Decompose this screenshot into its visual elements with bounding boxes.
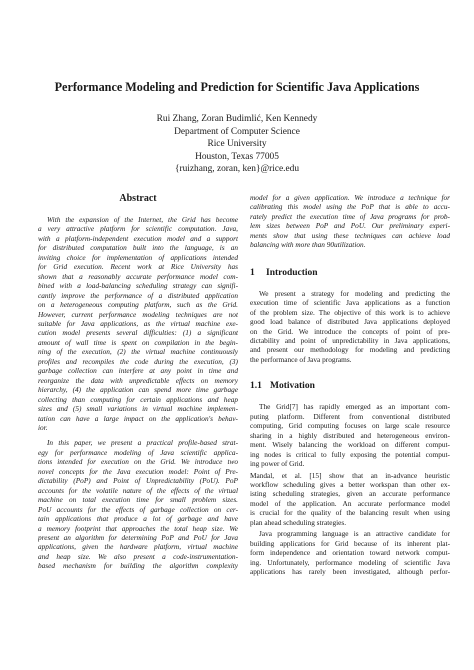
text-line: tions intended for execution on the Grid. We introduce two bbox=[38, 457, 238, 467]
text-line: present an algorithm for determining PoP and PoU for Java bbox=[38, 532, 238, 542]
text-line: rately predict the execution time of Java programs for prob- bbox=[250, 211, 450, 221]
text-line: ing power of Grid. bbox=[250, 459, 305, 469]
text-line: Java programming language is an attractive candidate for bbox=[259, 529, 450, 539]
text-line: ment. Wisely balancing the workload on different comput- bbox=[250, 440, 450, 450]
text-line: egy for performance modeling of Java scientific applica- bbox=[38, 447, 238, 457]
abstract-paragraph-2 bbox=[38, 438, 238, 570]
text-line: on a heterogeneous computing platform, such as the Grid. bbox=[38, 300, 238, 310]
text-line: building applications for Grid because of its inherent plat- bbox=[250, 538, 450, 548]
text-line: of the problem size. The objective of this work is to achieve bbox=[250, 307, 450, 317]
text-line: tation can have a large impact on the application's behav- bbox=[38, 413, 238, 423]
text-line: on the Grid. We introduce the concepts of point of pre- bbox=[250, 326, 450, 336]
subsection-title: Motivation bbox=[270, 381, 315, 392]
text-line: reorganize the data with unpredictable effects on memory bbox=[38, 375, 238, 385]
subsection-number: 1.1 bbox=[250, 381, 262, 392]
text-line: garbage collection can interfere at any point in time and bbox=[38, 366, 238, 376]
text-line: form independence and orientation toward network comput- bbox=[250, 548, 450, 558]
text-line: puting platform. Different from conventional distributed bbox=[250, 411, 450, 421]
text-line: workflow scheduling gives a better workspan than other ex- bbox=[250, 479, 450, 489]
text-line: for Grid execution. Recent work at Rice University has bbox=[38, 262, 238, 272]
text-line: profiles and recompiles the code during the execution, (3) bbox=[38, 356, 238, 366]
text-line: We present a strategy for modeling and predicting the bbox=[259, 288, 450, 298]
introduction-paragraph bbox=[250, 289, 450, 365]
text-line: ning of the execution, (2) the virtual machine continuously bbox=[38, 347, 238, 357]
text-line: calibrating this model using the PoP that is able to accu- bbox=[250, 202, 450, 212]
text-line: for distributed computation built into the language, is an bbox=[38, 243, 238, 253]
abstract-paragraph-1 bbox=[38, 215, 238, 432]
text-line: and present our methodology for modeling and predicting bbox=[250, 345, 450, 355]
text-line: PoU accounts for the effects of garbage collection on cer- bbox=[38, 504, 238, 514]
section-introduction-heading bbox=[250, 267, 450, 279]
text-line: dictability (PoP) and Point of Unpredictability (PoU). PoP bbox=[38, 476, 238, 486]
text-line: suitable for Java applications, as the virtual machine exe- bbox=[38, 318, 238, 328]
text-line: Mandal, et al. [15] show that an in-advance heuristic bbox=[250, 470, 450, 480]
author-block bbox=[0, 113, 474, 176]
text-line: bined with a load-balancing scheduling strategy can signifi- bbox=[38, 281, 238, 291]
text-line: ing nodes is critical to fully exposing the potential comput- bbox=[250, 449, 450, 459]
text-line: novel concepts for the Java execution model: Point of Pre- bbox=[38, 466, 238, 476]
text-line: cantly improve the performance of a distributed application bbox=[38, 290, 238, 300]
text-line: amount of wall time is spent on compilation in the begin- bbox=[38, 337, 238, 347]
text-line: model of the application. An accurate performance model bbox=[250, 498, 450, 508]
text-line: ing. Unfortunately, performance modeling of scientific Java bbox=[250, 557, 450, 567]
text-line: inviting choice for implementation of applications intended bbox=[38, 252, 238, 262]
text-line: However, current performance modeling techniques are not bbox=[38, 309, 238, 319]
text-line: and heap size. We also present a code-instrumentation- bbox=[38, 551, 238, 561]
text-line: With the expansion of the Internet, the Grid has become bbox=[47, 215, 238, 224]
author-names: Rui Zhang, Zoran Budimlić, Ken Kennedy bbox=[156, 114, 318, 124]
motivation-paragraph-1 bbox=[250, 402, 450, 468]
author-university: Rice University bbox=[207, 139, 267, 150]
text-line: computing, Grid computing focuses on large scale resource bbox=[250, 421, 450, 431]
text-line: sizes and (5) small variations in virtual machine implemen- bbox=[38, 404, 238, 414]
right-column bbox=[250, 193, 450, 577]
section-title: Introduction bbox=[266, 267, 318, 278]
left-column bbox=[38, 192, 238, 571]
text-line: shown that a reasonably accurate performance model com- bbox=[38, 271, 238, 281]
text-line: applications has rarely been investigated, although perfor- bbox=[250, 567, 450, 577]
subsection-motivation-heading bbox=[250, 380, 450, 392]
text-line: accounts for the volatile nature of the effects of the virtual bbox=[38, 485, 238, 495]
author-email: {ruizhang, zoran, ken}@rice.edu bbox=[174, 164, 300, 175]
text-line: sharing in a highly distributed and heterogeneous environ- bbox=[250, 430, 450, 440]
text-line: model for a given application. We introduce a technique for bbox=[250, 193, 450, 202]
text-line: In this paper, we present a practical profile-based strat- bbox=[47, 438, 238, 448]
text-line: The Grid[7] has rapidly emerged as an important com- bbox=[259, 402, 450, 412]
motivation-paragraph-2 bbox=[250, 471, 450, 528]
text-line: dictability and point of unpredictability in Java applications, bbox=[250, 335, 450, 345]
text-line: execution time of scientific Java applications as a function bbox=[250, 298, 450, 308]
text-line: plan ahead scheduling strategies. bbox=[250, 517, 347, 527]
text-line: tain applications that produce a lot of garbage and have bbox=[38, 514, 238, 524]
text-line: a memory footprint that approaches the total heap size. We bbox=[38, 523, 238, 533]
text-line: a very attractive platform for scientific computation. Java, bbox=[38, 224, 238, 234]
text-line: the performance of Java programs. bbox=[250, 354, 352, 364]
author-address: Houston, Texas 77005 bbox=[195, 151, 279, 162]
paper-title: Performance Modeling and Prediction for Scientific Java Applications bbox=[54, 80, 420, 94]
abstract-continuation bbox=[250, 193, 450, 250]
text-line: lem sizes between PoP and PoU. Our preliminary experi- bbox=[250, 221, 450, 231]
text-line: balancing with more than 90utilization. bbox=[250, 240, 366, 250]
text-line: ments show that using these techniques can achieve load bbox=[250, 230, 450, 240]
abstract-heading: Abstract bbox=[119, 193, 157, 204]
text-line: based mechanism for building the algorithm complexity bbox=[38, 561, 238, 571]
text-line: collecting than computing for certain applications and heap bbox=[38, 394, 238, 404]
text-line: machine on total execution time for small problem sizes. bbox=[38, 495, 238, 505]
text-line: good load balance of distributed Java applications deployed bbox=[250, 317, 450, 327]
author-department: Department of Computer Science bbox=[174, 126, 300, 137]
text-line: ior. bbox=[38, 422, 48, 432]
motivation-paragraph-3 bbox=[250, 529, 450, 576]
text-line: applications, given the hardware platform, virtual machine bbox=[38, 542, 238, 552]
text-line: is crucial for the quality of the balancing result when using bbox=[250, 508, 450, 518]
text-line: isting scheduling strategies, given an accurate performance bbox=[250, 489, 450, 499]
text-line: hierarchy, (4) the application can spend more time garbage bbox=[38, 385, 238, 395]
text-line: cution model presents several difficulties: (1) a significant bbox=[38, 328, 238, 338]
section-number: 1 bbox=[250, 267, 255, 278]
text-line: with a platform-independent execution model and a support bbox=[38, 233, 238, 243]
